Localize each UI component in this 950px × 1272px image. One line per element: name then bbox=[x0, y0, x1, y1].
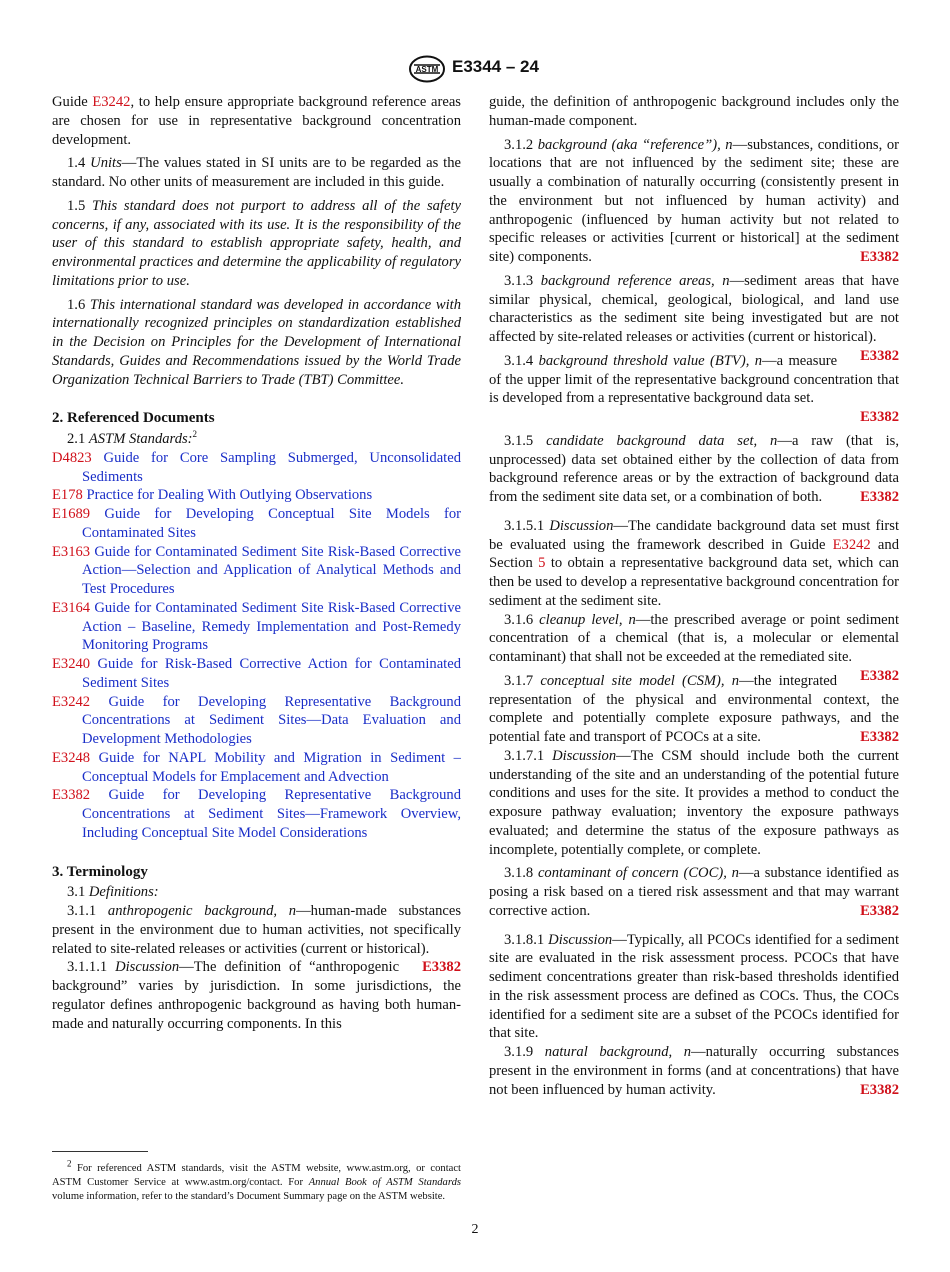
page-header bbox=[0, 55, 950, 85]
e3382-link[interactable]: E3382 bbox=[860, 347, 899, 364]
ref-item[interactable]: D4823 Guide for Core Sampling Submerged, Unconsolidated Sediments bbox=[52, 449, 462, 485]
intro-paragraph: Guide E3242, to help ensure appropriate background reference areas are chosen for use in representative background concentration development. bbox=[52, 94, 461, 148]
e3382-link[interactable]: E3382 bbox=[860, 249, 899, 265]
ref-item[interactable]: E1689 Guide for Developing Conceptual Site Models for Contaminated Sites bbox=[52, 506, 461, 541]
svg-text:ASTM: ASTM bbox=[415, 65, 439, 74]
section-1-4: 1.4 Units—The values stated in SI units are to be regarded as the standard. No other units of measurement are included in this guide. bbox=[52, 155, 462, 190]
page-number: 2 bbox=[471, 1222, 479, 1237]
section-3-1-5: 3.1.5 candidate background data set, n—a raw (that is, unprocessed) data set obtained either by the collection of data from background reference areas or by the extraction of background data from the sediment site data set, or a combination of both. E3382 bbox=[489, 432, 900, 505]
e3242-link[interactable]: E3242 bbox=[92, 94, 131, 110]
document-id: E3344 – 24 bbox=[452, 57, 539, 76]
section-3-1-8: 3.1.8 contaminant of concern (COC), n—a substance identified as posing a risk based on a tiered risk assessment and that may warrant corrective action. E3382 bbox=[489, 865, 899, 919]
ref-item[interactable]: E3240 Guide for Risk-Based Corrective Action for Contaminated Sediment Sites bbox=[52, 656, 462, 691]
section-3-1-3: 3.1.3 background reference areas, n—sediment areas that have similar physical, chemical, geological, biological, and land use characteristics as the sediment site being investigated but are not affected by site-related releases or activities (current or historical). E3382 bbox=[489, 272, 899, 364]
ref-item[interactable]: E3164 Guide for Contaminated Sediment Site Risk-Based Corrective Action – Baseline, Remedy Implementation and Post-Remedy Monitoring Programs bbox=[52, 599, 461, 654]
e3382-link[interactable]: E3382 bbox=[860, 1081, 899, 1098]
astm-logo-icon bbox=[408, 55, 446, 83]
e3382-link[interactable]: E3382 bbox=[860, 902, 899, 919]
section-3-1-2: 3.1.2 background (aka “reference”), n—substances, conditions, or locations that are not influenced by the sediment site; these are usually a combination of naturally occurring (consistently present in the environment but not influenced by human activity) and anthropogenic (influenced by human activity but not related to specific releases or activities [current or historical] at the sediment site) components. E3382 bbox=[489, 136, 899, 265]
section-2-heading: 2. Referenced Documents bbox=[52, 410, 215, 427]
ref-item[interactable]: E3163 Guide for Contaminated Sediment Site Risk-Based Corrective Action—Selection and Application of Analytical Methods and Test Procedures bbox=[52, 543, 461, 597]
section-3-1-8-1: 3.1.8.1 Discussion—Typically, all PCOCs identified for a sediment site are evaluated in the risk assessment process. PCOCs that have sediment concentrations greater than risk-based thresholds identified in the risk assessment process are defined as COCs. Thus, the COCs identified for a sediment site are a subset of the PCOCs identified for that site. bbox=[489, 931, 899, 1042]
e3382-link[interactable]: E3382 bbox=[860, 667, 899, 684]
section-1-6: 1.6 This international standard was developed in accordance with internationally recognized principles on standardization established in the Decision on Principles for the Development of International Standards, Guides and Recommendations issued by the World Trade Organization Technical Barriers to Trade (TBT) Committee. bbox=[52, 296, 462, 388]
referenced-documents-list bbox=[52, 449, 461, 843]
footnote-divider bbox=[52, 1151, 148, 1152]
ref-item[interactable]: E3242 Guide for Developing Representative Background Concentrations at Sediment Sites—Data Evaluation and Development Methodologies bbox=[52, 693, 461, 747]
right-column bbox=[489, 93, 899, 1099]
section-3-1-7-1: 3.1.7.1 Discussion—The CSM should include both the current understanding of the site and an understanding of the potential future conditions and uses for the site. It provides a method to conduct the exposure pathway evaluation; inventory the exposure pathways evaluated; and determine the status of the exposure pathways as incomplete, potentially complete, or complete. bbox=[489, 747, 899, 858]
continuation-paragraph: guide, the definition of anthropogenic background includes only the human-made component. bbox=[489, 94, 899, 129]
e3242-link[interactable]: E3242 bbox=[832, 536, 871, 553]
section-3-heading: 3. Terminology bbox=[52, 863, 148, 880]
section-2-1: 2.1 ASTM Standards:$^2$ bbox=[67, 429, 198, 447]
section-3-1-6: 3.1.6 cleanup level, n—the prescribed average or point sediment concentration of a chemical (that is, a molecular or elemental contaminant) that shall not be exceeded at the remediated site. E3382 bbox=[489, 611, 900, 684]
section-3-1-1-1: 3.1.1.1 Discussion—The definition of “anthropogenic background” varies by jurisdiction. In some jurisdictions, the regulator defines anthropogenic background as having both human-made and naturally occurring components. In this bbox=[52, 959, 461, 1032]
e3382-link[interactable]: E3382 bbox=[860, 489, 899, 505]
footnote-2: $^2$ For referenced ASTM standards, visit the ASTM website, www.astm.org, or contact ASTM Customer Service at www.astm.org/contact. For Annual Book of ASTM Standards volume information, refer to the standard’s Document Summary page on the ASTM website. bbox=[52, 1158, 461, 1203]
section-3-1-9: 3.1.9 natural background, n—naturally occurring substances present in the environment in forms (and at concentrations) that have not been influenced by human activity. E3382 bbox=[489, 1044, 900, 1098]
left-column bbox=[52, 93, 461, 1033]
section-3-1-1: 3.1.1 anthropogenic background, n—human-made substances present in the environment due to human activities, not specifically related to site-related releases or activities (current or historical). E3382 bbox=[52, 903, 461, 976]
section-3-1-5-1: 3.1.5.1 Discussion—The candidate background data set must first be evaluated using the framework described in Guide E3242 and Section 5 to obtain a representative background data set, which can then be used to develop a representative background concentration for sediment at the sediment site. bbox=[489, 517, 900, 609]
e3382-link[interactable]: E3382 bbox=[860, 729, 899, 745]
ref-item[interactable]: E178 Practice for Dealing With Outlying Observations bbox=[52, 487, 373, 504]
section-1-5: 1.5 This standard does not purport to address all of the safety concerns, if any, associated with its use. It is the responsibility of the user of this standard to establish appropriate safety, health, and environmental practices and determine the applicability of regulatory limitations prior to use. bbox=[52, 197, 461, 289]
section-5-link[interactable]: 5 bbox=[538, 555, 546, 572]
section-3-1: 3.1 Definitions: bbox=[67, 884, 159, 901]
section-3-1-4: 3.1.4 background threshold value (BTV), n—a measure of the upper limit of the representative background concentration that is developed from a representative background data set. bbox=[489, 352, 899, 407]
section-3-1-7: 3.1.7 conceptual site model (CSM), n—the integrated representation of the physical and environmental context, the complete and potentially complete exposure pathways, and the potential fate and transport of PCOCs at a site. E3382 bbox=[489, 672, 899, 745]
e3382-link[interactable]: E3382 bbox=[422, 959, 461, 976]
e3382-link[interactable]: E3382 bbox=[860, 409, 899, 425]
ref-item[interactable]: E3382 Guide for Developing Representative Background Concentrations at Sediment Sites—Framework Overview, Including Conceptual Site Model Considerations bbox=[52, 787, 461, 841]
ref-item[interactable]: E3248 Guide for NAPL Mobility and Migration in Sediment – Conceptual Models for Emplacement and Advection bbox=[52, 749, 461, 785]
